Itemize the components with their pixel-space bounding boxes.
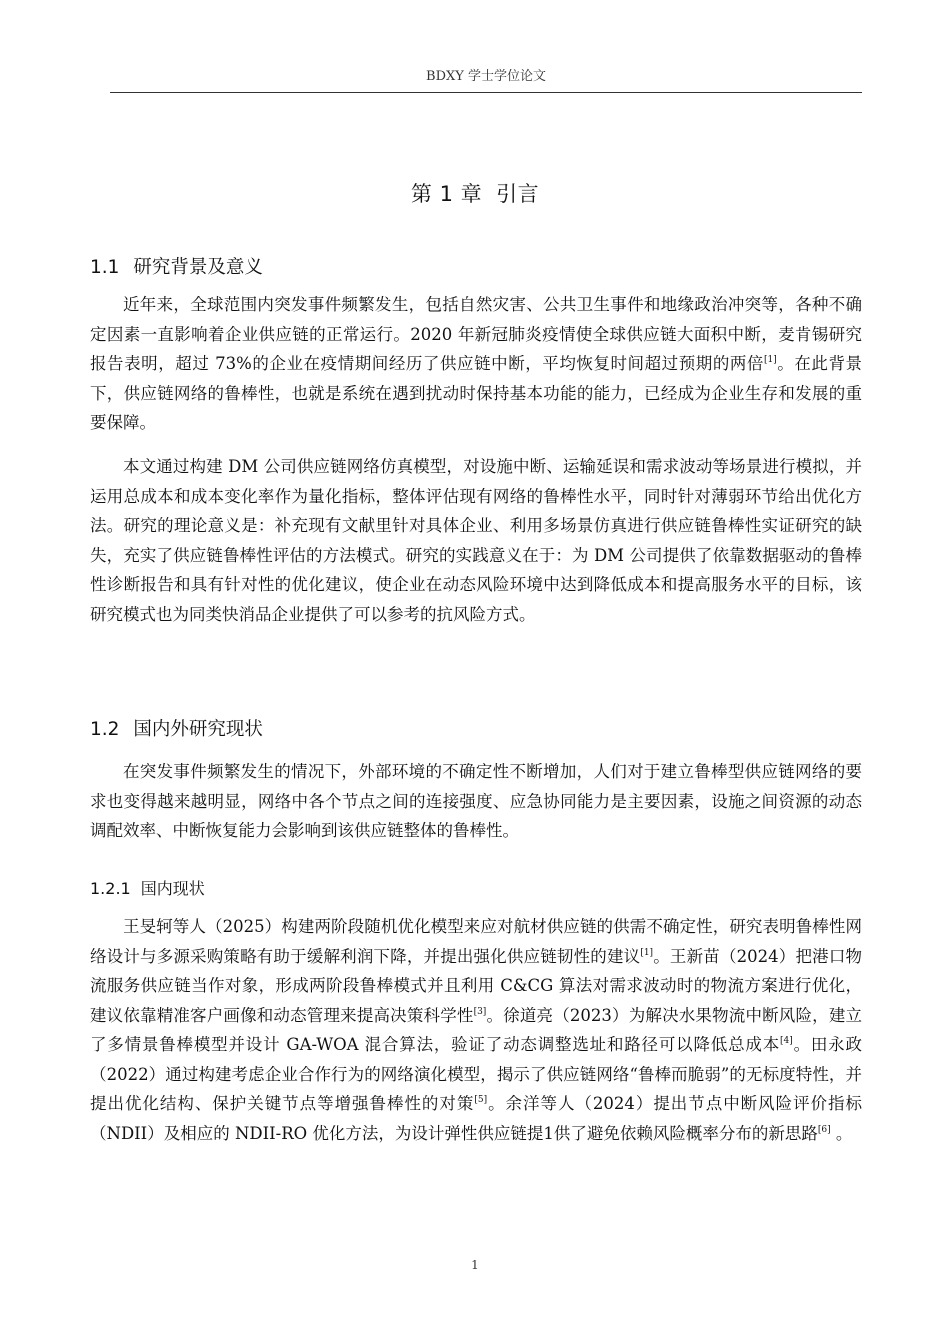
section-title: 国内现状 — [140, 879, 205, 898]
paragraph-text: 。 — [830, 1123, 853, 1143]
paragraph-domestic-status — [90, 912, 862, 1148]
paragraph-research-status — [90, 757, 862, 846]
section-title: 国内外研究现状 — [133, 719, 263, 740]
paragraph-text: 在突发事件频繁发生的情况下，外部环境的不确定性不断增加，人们对于建立鲁棒型供应链网络的要求也变得越来越明显，网络中各个节点之间的连接强度、应急协同能力是主要因素，设施之间资源的动态调配效率、中断恢复能力会影响到该供应链整体的鲁棒性。 — [90, 762, 862, 840]
page-header — [110, 66, 862, 93]
citation: [1] — [763, 355, 777, 365]
paragraph-text: 。田永政（2022）通过构建考虑企业合作行为的网络演化模型，揭示了供应链网络“鲁棒而脆弱”的无标度特性，并提出优化结构、保护关键节点等增强鲁棒性的对策 — [90, 1035, 862, 1113]
paragraph-text: 。王新苗（2024）把港口物流服务供应链当作对象，形成两阶段鲁棒模式并且利用 C&CG 算法对需求波动时的物流方案进行优化，建议依靠精准客户画像和动态管理来提高决策科学性 — [90, 946, 862, 1025]
section-number: 1.2 — [90, 719, 120, 740]
citation: [4] — [780, 1036, 793, 1046]
chapter-number: 第 1 章 — [410, 182, 483, 206]
citation: [1] — [640, 947, 654, 958]
paragraph-text: 近年来，全球范围内突发事件频繁发生，包括自然灾害、公共卫生事件和地缘政治冲突等，各种不确定因素一直影响着企业供应链的正常运行。2020 年新冠肺炎疫情使全球供应链大面积中断，麦肯锡研究报告表明，超过 73%的企业在疫情期间经历了供应链中断，平均恢复时间超过预期的两倍 — [90, 295, 862, 373]
paragraph-significance — [90, 452, 862, 629]
section-number: 1.2.1 — [90, 879, 131, 898]
header-title: BDXY 学士学位论文 — [426, 69, 546, 84]
paragraph-text: 。余洋等人（2024）提出节点中断风险评价指标（NDII）及相应的 NDII-RO 优化方法，为设计弹性供应链提1供了避免依赖风险概率分布的新思路 — [90, 1094, 863, 1143]
page-footer — [0, 1258, 950, 1272]
section-title: 研究背景及意义 — [133, 257, 263, 278]
paragraph-text: 。在此背景下，供应链网络的鲁棒性，也就是系统在遇到扰动时保持基本功能的能力，已经成为企业生存和发展的重要保障。 — [90, 354, 862, 432]
section-number: 1.1 — [90, 257, 120, 278]
paragraph-text: 本文通过构建 DM 公司供应链网络仿真模型，对设施中断、运输延误和需求波动等场景进行模拟，并运用总成本和成本变化率作为量化指标，整体评估现有网络的鲁棒性水平，同时针对薄弱环节给出优化方法。研究的理论意义是：补充现有文献里针对具体企业、利用多场景仿真进行供应链鲁棒性实证研究的缺失，充实了供应链鲁棒性评估的方法模式。研究的实践意义在于：为 DM 公司提供了依靠数据驱动的鲁棒性诊断报告和具有针对性的优化建议，使企业在动态风险环境中达到降低成本和提高服务水平的目标，该研究模式也为同类快消品企业提供了可以参考的抗风险方式。 — [90, 457, 862, 624]
section-heading-1-2 — [90, 715, 263, 741]
citation: [3] — [473, 1006, 487, 1017]
section-heading-1-2-1 — [90, 876, 205, 899]
paragraph-text: 。徐道亮（2023）为解决水果物流中断风险，建立了多情景鲁棒模型并设计 GA-WOA 混合算法，验证了动态调整选址和路径可以降低总成本 — [90, 1005, 863, 1054]
paragraph-text: 王旻轲等人（2025）构建两阶段随机优化模型来应对航材供应链的供需不确定性，研究表明鲁棒性网络设计与多源采购策略有助于缓解利润下降，并提出强化供应链韧性的建议 — [90, 917, 862, 966]
citation: [6] — [817, 1124, 831, 1135]
citation: [5] — [474, 1095, 488, 1105]
page-number: 1 — [471, 1258, 479, 1272]
section-heading-1-1 — [90, 253, 263, 279]
chapter-title — [0, 178, 950, 208]
chapter-name: 引言 — [496, 182, 540, 206]
paragraph-background — [90, 290, 862, 438]
